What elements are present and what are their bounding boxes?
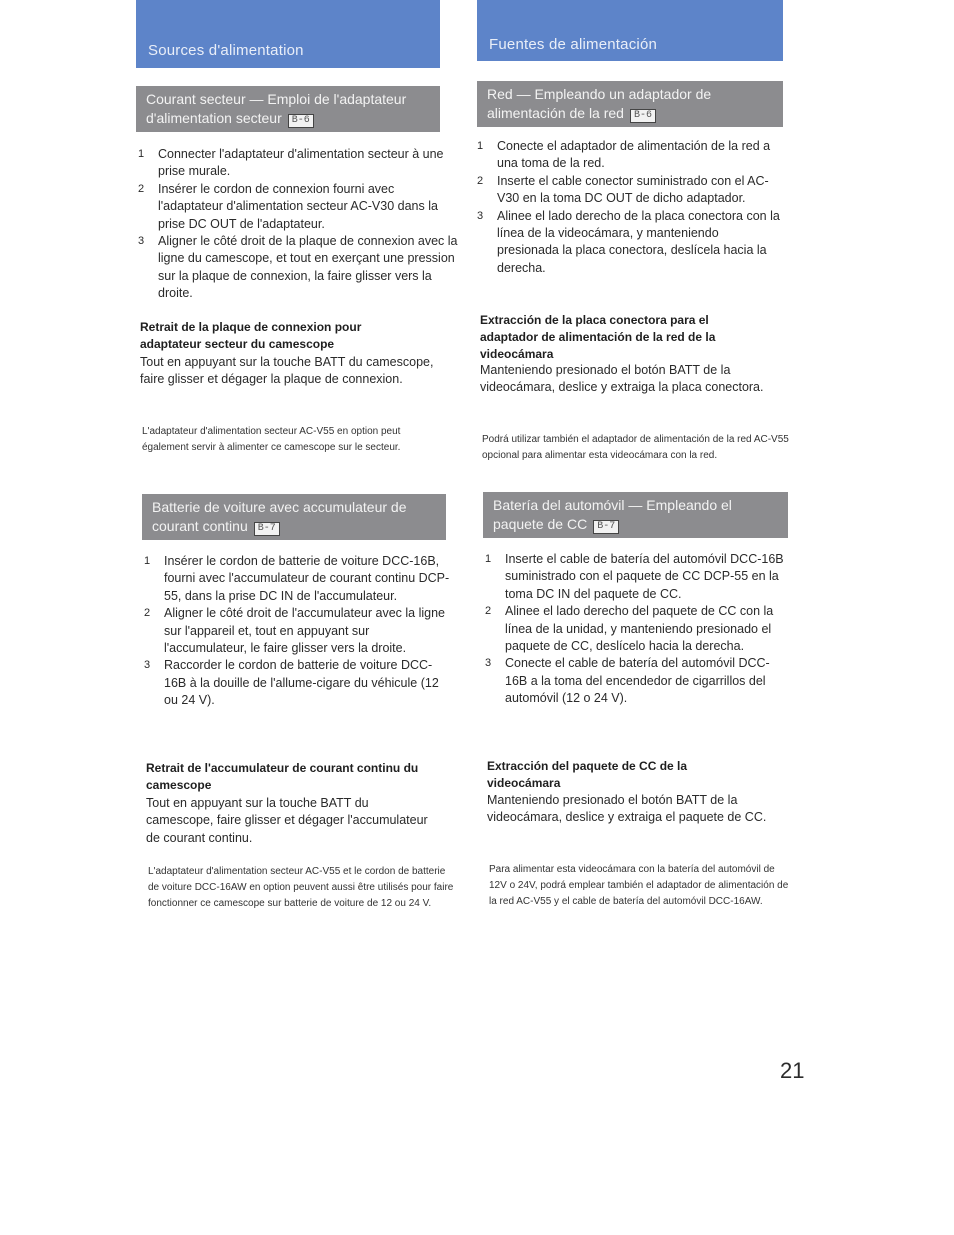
figure-reference-badge: B-7 bbox=[254, 522, 280, 536]
list-item: 1 Insérer le cordon de batterie de voiture DCC-16B, fourni avec l'accumulateur de courant continu DCP-55, dans la prise DC IN de l'accumulateur. bbox=[144, 554, 450, 603]
spanish-section2-heading-text: Batería del automóvil — Empleando el paquete de CC bbox=[493, 497, 732, 532]
list-item: 3 Raccorder le cordon de batterie de voiture DCC-16B à la douille de l'allume-cigare du véhicule (12 ou 24 V). bbox=[144, 658, 439, 708]
list-item: 3 Conecte el cable de batería del automóvil DCC-16B a la toma del encendedor de cigarrillos del automóvil (12 o 24 V). bbox=[485, 656, 770, 706]
figure-reference-badge: B-6 bbox=[288, 114, 314, 128]
page-number: 21 bbox=[780, 1058, 805, 1083]
spanish-section1-heading bbox=[477, 81, 783, 127]
figure-reference-badge: B-6 bbox=[630, 109, 656, 123]
list-item: 2 Inserte el cable conector suministrado con el AC-V30 en la toma DC OUT de dicho adaptador. bbox=[477, 173, 769, 206]
list-item: 1 Inserte el cable de batería del automóvil DCC-16B suministrado con el paquete de CC DCP-55 en la toma DC IN del paquete de CC. bbox=[485, 552, 784, 601]
spanish-section1-steps bbox=[477, 138, 781, 277]
french-section2-heading bbox=[142, 494, 446, 540]
french-section2-steps bbox=[144, 553, 450, 710]
list-item: 2 Aligner le côté droit de l'accumulateur avec la ligne sur l'appareil et, tout en appuyant sur l'accumulateur, le faire glisser vers la droite. bbox=[144, 606, 446, 656]
spanish-section2-heading bbox=[483, 492, 788, 538]
french-section1-steps bbox=[138, 146, 460, 303]
spanish-section1-body: Manteniendo presionado el botón BATT de la videocámara, deslice y extraiga la placa conectora. bbox=[480, 363, 764, 395]
spanish-section1-heading-text: Red — Empleando un adaptador de alimentación de la red bbox=[487, 86, 712, 121]
list-item: 1 Conecte el adaptador de alimentación de la red a una toma de la red. bbox=[477, 139, 771, 171]
french-section2-heading-text: Batterie de voiture avec accumulateur de courant continu bbox=[152, 499, 407, 534]
list-item: 2 Insérer le cordon de connexion fourni avec l'adaptateur d'alimentation secteur AC-V30 dans la prise DC OUT de l'adaptateur. bbox=[138, 181, 438, 231]
spanish-section2-steps bbox=[485, 551, 787, 708]
spanish-section2-note: Para alimentar esta videocámara con la batería del automóvil de 12V o 24V, podrá emplear también el adaptador de alimentación de la red AC-V55 y el cable de batería del automóvil DCC-16AW. bbox=[489, 864, 789, 907]
spanish-page-title: Fuentes de alimentación bbox=[477, 0, 783, 61]
list-item: 2 Alinee el lado derecho del paquete de CC con la línea de la unidad, y manteniendo presionado el paquete de CC, deslícelo hacia la derecha. bbox=[485, 604, 774, 654]
spanish-section1-note: Podrá utilizar también el adaptador de alimentación de la red AC-V55 opcional para alimentar esta videocámara con la red. bbox=[482, 434, 789, 461]
figure-reference-badge: B-7 bbox=[593, 520, 619, 534]
french-section2-note: L'adaptateur d'alimentation secteur AC-V55 et le cordon de batterie de voiture DCC-16AW en option peuvent aussi être utilisés pour faire fonctionner ce camescope sur batterie de voiture de 12 ou 24 V. bbox=[148, 866, 454, 909]
french-section2-body: Tout en appuyant sur la touche BATT du camescope, faire glisser et dégager l'accumulateur de courant continu. bbox=[146, 796, 428, 845]
spanish-section2-body: Manteniendo presionado el botón BATT de la videocámara, deslice y extraiga el paquete de CC. bbox=[487, 793, 767, 825]
list-item: 1 Connecter l'adaptateur d'alimentation secteur à une prise murale. bbox=[138, 147, 444, 179]
french-section1-heading-text: Courant secteur — Emploi de l'adaptateur d'alimentation secteur bbox=[146, 91, 407, 126]
french-page-title: Sources d'alimentation bbox=[136, 0, 440, 68]
french-section2-subheading: Retrait de l'accumulateur de courant continu du camescope bbox=[146, 761, 419, 792]
spanish-section2-subheading: Extracción del paquete de CC de la videocámara bbox=[487, 759, 688, 790]
list-item: 3 Alinee el lado derecho de la placa conectora con la línea de la videocámara, y manteniendo presionada la placa conectora, deslícela hacia la derecha. bbox=[477, 208, 780, 275]
spanish-section1-subheading: Extracción de la placa conectora para el adaptador de alimentación de la red de la videocámara bbox=[480, 313, 716, 361]
french-section1-note: L'adaptateur d'alimentation secteur AC-V55 en option peut également servir à alimenter ce camescope sur le secteur. bbox=[142, 426, 401, 453]
list-item: 3 Aligner le côté droit de la plaque de connexion avec la ligne du camescope, et tout en exerçant une pression sur la plaque de connexion, la faire glisser vers la droite. bbox=[138, 234, 458, 301]
french-section1-body: Tout en appuyant sur la touche BATT du camescope, faire glisser et dégager la plaque de connexion. bbox=[140, 355, 434, 387]
french-section1-subheading: Retrait de la plaque de connexion pour adaptateur secteur du camescope bbox=[140, 320, 362, 351]
french-section1-heading bbox=[136, 86, 440, 132]
